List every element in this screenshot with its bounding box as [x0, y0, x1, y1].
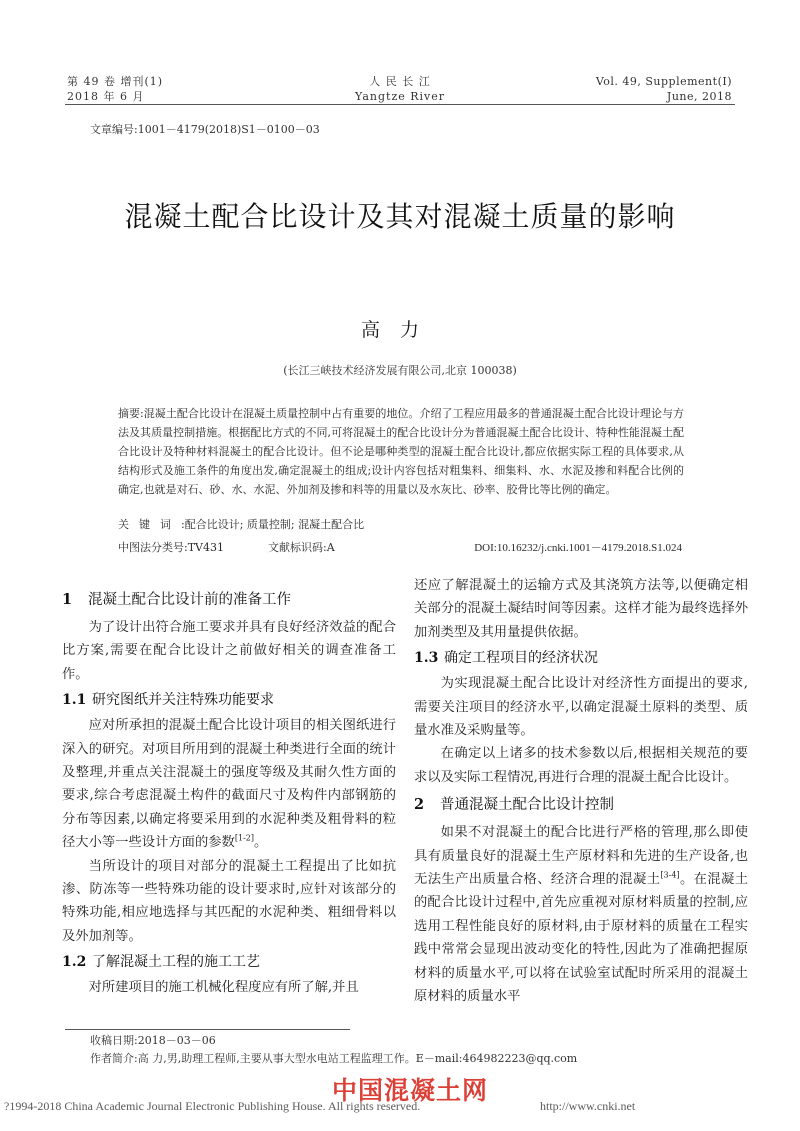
section-1-3-heading — [414, 644, 748, 672]
keywords-label: 关键词 — [118, 518, 181, 531]
abstract-text: 摘要:混凝土配合比设计在混凝土质量控制中占有重要的地位。介绍了工程应用最多的普通混凝土配合比设计理论与方法及其质量控制措施。根据配比方式的不同,可将混凝土的配合比设计分为普通混凝土配合比设计、特种性能混凝土配合比设计及特种材料混凝土的配合比设计。但不论是哪种类型的混凝土配合比设计,都应依据实际工程的具体要求,从结构形式及施工条件的角度出发,确定混凝土的组成;设计内容包括对粗集料、细集料、水、水泥及掺和料配合比例的确定,也就是对石、砂、水、水泥、外加剂及掺和料等的用量以及水灰比、砂率、胶骨比等比例的确定。 — [118, 407, 684, 496]
abstract — [118, 404, 684, 499]
left-column — [62, 584, 396, 1000]
keywords-value: :配合比设计; 质量控制; 混凝土配合比 — [181, 518, 365, 531]
section-number: 1.3 — [414, 650, 439, 667]
journal-name-en: Yangtze River — [354, 90, 446, 103]
paragraph — [414, 821, 748, 1008]
classification-number: 中图法分类号:TV431 — [118, 541, 224, 554]
section-1-2-heading — [62, 948, 396, 976]
paragraph-text: 应对所承担的混凝土配合比设计项目的相关图纸进行深入的研究。对项目所用到的混凝土种类进行全面的统计及整理,并重点关注混凝土的强度等级及其耐久性方面的要求,综合考虑混凝土构件的截面尺寸及构件内部钢筋的分布等因素,以确定将要采用到的水泥种类及粗骨料的粒径大小等一些设计方面的参数 — [62, 718, 396, 851]
watermark: 中国混凝土网 — [332, 1076, 489, 1105]
paragraph: 为了设计出符合施工要求并具有良好经济效益的配合比方案,需要在配合比设计之前做好相关的调查准备工作。 — [62, 620, 396, 682]
footnote-rule — [65, 1029, 350, 1030]
citation: [3-4] — [660, 870, 680, 880]
paragraph-end: 。 — [253, 835, 268, 851]
section-1-heading — [62, 584, 396, 616]
issue-date: 2018 年 6 月 — [67, 90, 145, 103]
website-link[interactable]: http://www.cnki.net — [540, 1099, 636, 1113]
section-number: 2 — [414, 796, 425, 814]
section-title: 研究图纸并关注特殊功能要求 — [92, 692, 274, 709]
paragraph-text: 。在混凝土的配合比设计过程中,首先应重视对原材料质量的控制,应选用工程性能良好的原材料,由于原材料的质量在工程实践中常常会显现出波动变化的特性,因此为了准确把握原材料的质量水平,可以将在试验室试配时所采用的混凝土原材料的质量水平 — [414, 872, 749, 1005]
paragraph: 还应了解混凝土的运输方式及其浇筑方法等,以便确定相关部分的混凝土凝结时间等因素。这样才能为最终选择外加剂类型及其用量提供依据。 — [414, 578, 748, 640]
volume-issue-en: Vol. 49, Supplement(Ⅰ) — [595, 75, 732, 88]
copyright-notice: ?1994-2018 China Academic Journal Electronic Publishing House. All rights reserved. — [4, 1099, 421, 1113]
keywords — [118, 516, 364, 532]
paragraph: 对所建项目的施工机械化程度应有所了解,并且 — [88, 980, 359, 996]
section-number: 1 — [62, 591, 73, 608]
section-number: 1.1 — [62, 692, 87, 709]
right-column — [414, 574, 748, 1009]
paragraph: 为实现混凝土配合比设计对经济性方面提出的要求,需要关注项目的经济水平,以确定混凝土原料的类型、质量水准及采购量等。 — [414, 676, 748, 739]
paragraph — [62, 714, 396, 854]
paper-title: 混凝土配合比设计及其对混凝土质量的影响 — [124, 200, 676, 233]
paragraph: 当所设计的项目对部分的混凝土工程提出了比如抗渗、防冻等一些特殊功能的设计要求时,应针对该部分的特殊功能,相应地选择与其匹配的水泥种类、粗细骨料以及外加剂等。 — [62, 858, 396, 944]
received-date: 收稿日期:2018－03－06 — [90, 1034, 216, 1047]
citation: [1-2] — [234, 833, 254, 843]
issue-date-en: June, 2018 — [666, 90, 732, 103]
document-code: 文献标识码:A — [268, 541, 335, 554]
section-title: 确定工程项目的经济状况 — [444, 650, 598, 667]
section-number: 1.2 — [62, 954, 87, 971]
section-title: 混凝土配合比设计前的准备工作 — [88, 592, 291, 608]
volume-issue: 第 49 卷 增刊(1) — [67, 75, 164, 88]
journal-name-cn: 人 民 长 江 — [369, 75, 431, 88]
author-name: 高力 — [360, 319, 439, 341]
section-title: 普通混凝土配合比设计控制 — [440, 797, 614, 814]
section-1-1-heading — [62, 686, 396, 714]
section-2-heading — [414, 789, 748, 821]
section-title: 了解混凝土工程的施工工艺 — [92, 954, 260, 971]
header-rule — [65, 104, 735, 105]
doi: DOI:10.16232/j.cnki.1001－4179.2018.S1.024 — [474, 542, 682, 554]
author-affiliation: (长江三峡技术经济发展有限公司,北京 100038) — [283, 364, 517, 377]
journal-volume-en — [596, 74, 732, 104]
paragraph: 在确定以上诸多的技术参数以后,根据相关规范的要求以及实际工程情况,再进行合理的混凝土配合比设计。 — [414, 746, 748, 785]
author-bio: 作者简介:高 力,男,助理工程师,主要从事大型水电站工程监理工作。E－mail:464982223@qq.com — [90, 1052, 578, 1065]
paragraph-text: 如果不对混凝土的配合比进行严格的管理,那么即使具有质量良好的混凝土生产原材料和先进的生产设备,也无法生产出质量合格、经济合理的混凝土 — [414, 825, 748, 888]
article-number: 文章编号:1001－4179(2018)S1－0100－03 — [90, 123, 320, 136]
